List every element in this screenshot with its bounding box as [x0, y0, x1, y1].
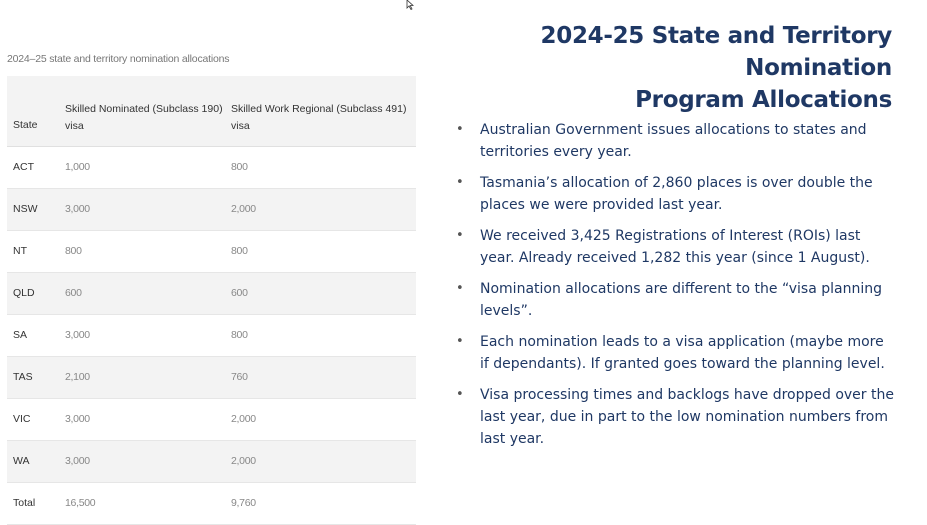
table-row-total: [7, 483, 416, 525]
header-subclass-190: Skilled Nominated (Subclass 190) visa: [65, 103, 223, 132]
bullet-dot-icon: •: [456, 334, 464, 349]
table-row: [7, 357, 416, 399]
cell-state: Total: [13, 497, 36, 509]
bullet-item: [456, 172, 896, 216]
cell-491: 2,000: [231, 455, 256, 467]
bullet-item: [456, 384, 896, 450]
header-state: State: [13, 119, 38, 131]
cell-state: TAS: [13, 371, 33, 383]
header-subclass-491: Skilled Work Regional (Subclass 491) visa: [231, 103, 407, 132]
table-row: [7, 441, 416, 483]
table-row: [7, 189, 416, 231]
table-row: [7, 315, 416, 357]
bullet-text: Tasmania’s allocation of 2,860 places is over double the places we were provided last year.: [480, 175, 873, 213]
cell-190: 3,000: [65, 203, 90, 215]
table-header: [7, 76, 416, 147]
slide-title: [422, 20, 892, 116]
bullet-dot-icon: •: [456, 281, 464, 296]
cell-190: 3,000: [65, 413, 90, 425]
cell-state: WA: [13, 455, 30, 467]
allocations-table: [7, 76, 416, 525]
cell-190: 3,000: [65, 329, 90, 341]
cell-state: ACT: [13, 161, 34, 173]
cell-state: NSW: [13, 203, 38, 215]
cell-190: 3,000: [65, 455, 90, 467]
cell-491: 800: [231, 329, 248, 341]
cell-state: SA: [13, 329, 28, 341]
slide-title-line-2: Program Allocations: [635, 87, 892, 113]
bullet-text: Nomination allocations are different to the “visa planning levels”.: [480, 281, 882, 319]
bullet-text: We received 3,425 Registrations of Interest (ROIs) last year. Already received 1,282 this year (since 1 August).: [480, 228, 870, 266]
slide-title-line-1: 2024-25 State and Territory Nomination: [540, 23, 892, 81]
bullet-text: Each nomination leads to a visa application (maybe more if dependants). If granted goes toward the planning level.: [480, 334, 885, 372]
cell-491: 800: [231, 161, 248, 173]
bullet-item: [456, 119, 896, 163]
table-row: [7, 273, 416, 315]
bullet-item: [456, 278, 896, 322]
bullet-dot-icon: •: [456, 228, 464, 243]
cell-491: 760: [231, 371, 248, 383]
cell-state: QLD: [13, 287, 35, 299]
cell-491: 2,000: [231, 413, 256, 425]
bullet-dot-icon: •: [456, 122, 464, 137]
table-caption: 2024–25 state and territory nomination allocations: [7, 53, 230, 65]
cell-190: 1,000: [65, 161, 90, 173]
bullet-dot-icon: •: [456, 387, 464, 402]
bullet-item: [456, 331, 896, 375]
cell-190: 800: [65, 245, 82, 257]
cell-491: 2,000: [231, 203, 256, 215]
bullet-text: Australian Government issues allocations to states and territories every year.: [480, 122, 867, 160]
cell-190: 600: [65, 287, 82, 299]
cell-190: 2,100: [65, 371, 90, 383]
bullet-dot-icon: •: [456, 175, 464, 190]
cell-190: 16,500: [65, 497, 96, 509]
bullet-list: [456, 119, 896, 459]
table-row: [7, 147, 416, 189]
bullet-item: [456, 225, 896, 269]
cell-state: NT: [13, 245, 27, 257]
cell-491: 600: [231, 287, 248, 299]
cell-state: VIC: [13, 413, 31, 425]
table-row: [7, 231, 416, 273]
bullet-text: Visa processing times and backlogs have dropped over the last year, due in part to the low nomination numbers from last year.: [480, 387, 894, 447]
cell-491: 9,760: [231, 497, 256, 509]
mouse-cursor-icon: [406, 0, 414, 10]
table-row: [7, 399, 416, 441]
cell-491: 800: [231, 245, 248, 257]
